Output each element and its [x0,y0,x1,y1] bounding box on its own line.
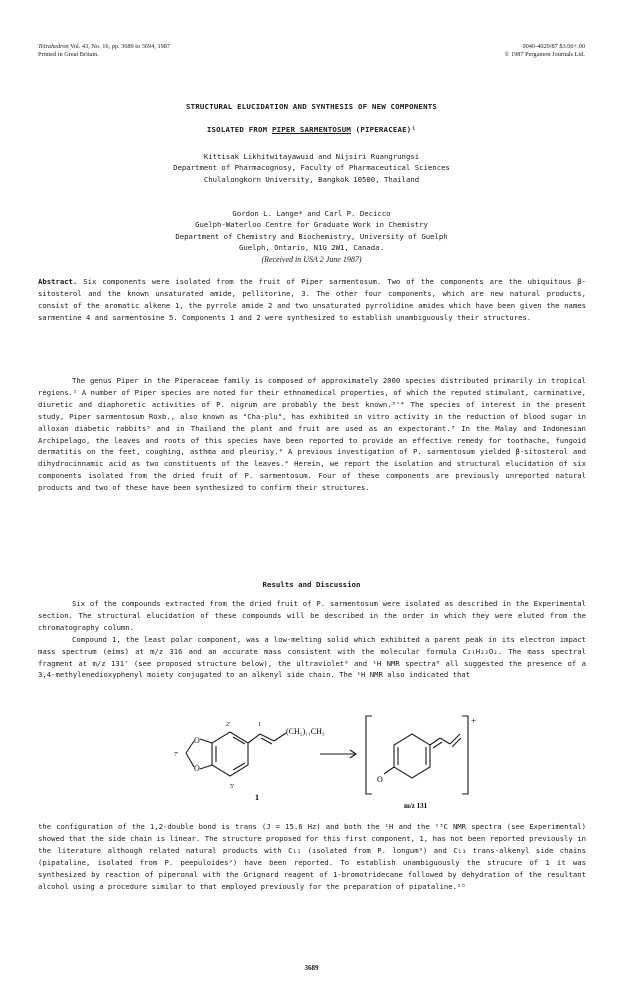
results-text-3: the configuration of the 1,2-double bond is trans (J = 15.6 Hz) and both the ¹H and the ¹³C NMR spectra (see Experimental) showed that the side chain is linear. The structure proposed for this first component, 1, has not been reported previously in the literature although related natural products with C₁₁ (isolated from P. longum⁹) and C₁₃ trans-alkenyl side chains (pipataline, isolated from P. peepuloides⁹) have been reported. To establish unambiguously the strucure of 1 it was synthesized by reaction of piperonal with the Grignard reagent of 1-bromotridecane followed by dehydration of the resultant alcohol using a procedure similar to that employed previously for the preparation of pipataline.¹⁰ [38,822,586,891]
oxygen-bottom-label: O [194,764,200,773]
abstract-label: Abstract. [38,277,78,286]
author-block-2 [0,208,623,265]
author-dept-1: Department of Pharmacognosy, Faculty of Pharmaceutical Sciences [173,163,450,173]
reaction-arrow [320,750,356,758]
structure-figure [150,712,480,817]
journal-name: Tetrahedron [38,43,69,50]
author-names-2: Gordon L. Lange* and Carl P. Decicco [232,209,391,218]
paper-title-line2 [0,125,623,134]
author-names-1: Kittisak Likhitwitayawuid and Nijsiri Ruangrungsi [203,152,420,161]
copyright-note: © 1987 Pergamon Journals Ltd. [504,51,585,58]
oxygen-top-label: O [194,736,200,745]
abstract-text: Six components were isolated from the fruit of Piper sarmentosum. Two of the components are the ubiquitous β-sitosterol and the known unsaturated amide, pellitorine, 3. The other four components, which are new natural products, consist of the aromatic alkene 1, the pyrrole amide 2 and two unsaturated pyrrolidine amides which have been given the names sarmentine 4 and sarmentosine 5. Components 1 and 2 were synthesized to establish unambiguously their structures. [38,277,586,322]
abstract [38,276,586,324]
printed-note: Printed in Great Britain. [38,51,99,58]
fragment-structure [384,734,461,778]
title-suffix: (PIPERACEAE)¹ [351,125,417,134]
results-paragraph-3 [38,821,586,892]
author-centre-2: Guelph-Waterloo Centre for Graduate Work in Chemistry [195,220,428,230]
results-paragraph-1 [38,598,586,681]
intro-paragraph [38,375,586,494]
results-text-1: Six of the compounds extracted from the dried fruit of P. sarmentosum were isolated as described in the Experimental section. The structural elucidation of these compounds will be described in the order in which they were eluted from the chromatography column. [38,599,586,632]
position-5-label: 5' [230,784,235,790]
position-7-label: 7' [174,752,179,758]
author-dept-2: Department of Chemistry and Biochemistry, University of Guelph [175,231,448,241]
alkyl-chain-label: (CH₂)₁₁CH₃ [286,727,325,736]
title-species: PIPER SARMENTOSUM [271,125,352,134]
intro-text: The genus Piper in the Piperaceae family is composed of approximately 2000 species distributed primarily in tropical regions.² A number of Piper species are noted for their ethnomedical properties, of which the reputed stimulant, carminative, diuretic and diaphoretic activities of P. nigrum are probably the best known.³'⁴ The species of interest in the present study, Piper sarmentosum Roxb., also known as "Cha-plu", has exhibited in vitro activity in the reduction of blood sugar in alloxan diabetic rabbits⁵ and in Thailand the plant and fruit are used as an expectorant.³ In the Malay and Indonesian Archipelago, the leaves and roots of this species have been reported to provide an effective remedy for toothache, fungoid dermatitis on the feet, coughing, asthma and pleurisy.⁶ A previous investigation of P. sarmentosum yielded β-sitosterol and dihydrocinnamic acid as two constituents of the leaves.⁴ Herein, we report the isolation and structural elucidation of six components isolated from the dried fruit of P. sarmentosum. Four of these components are previously unreported natural products and two of these have been synthesized to confirm their structures. [38,376,586,493]
fragment-mz-label: m/z 131 [404,802,428,810]
journal-header-left [38,43,170,59]
page-number: 3689 [304,964,319,972]
journal-citation: Vol. 43, No. 16, pp. 3689 to 3694, 1987 [68,43,171,50]
fragment-charge: + [471,716,477,726]
fragment-oxygen-label: O [377,775,383,784]
position-2-label: 2' [226,722,231,728]
issn-code: 0040-4020/87 $3.00+.00 [522,43,585,50]
journal-header-right [505,43,585,59]
paper-title-line1: STRUCTURAL ELUCIDATION AND SYNTHESIS OF NEW COMPONENTS [185,102,438,111]
results-text-2: Compound 1, the least polar component, was a low-melting solid which exhibited a parent peak in its electron impact mass spectrum (eims) at m/z 316 and an accurate mass consistent with the molecular formula C₂₁H₃₂O₂. The mass spectral fragment at m/z 131⁷ (see proposed structure below), the ultraviolet⁸ and ¹H NMR spectra⁸ all suggested the presence of a 3,4-methylenedioxyphenyl moiety conjugated to an alkenyl side chain. The ¹H NMR also indicated that [38,634,586,680]
author-loc-2: Guelph, Ontario, N1G 2W1, Canada. [239,243,384,253]
benzodioxole-ring [186,732,286,776]
title-prefix: ISOLATED FROM [206,125,272,134]
position-1-label: 1 [258,722,261,728]
author-block-1 [0,151,623,185]
results-heading: Results and Discussion [262,580,361,589]
author-univ-1: Chulalongkorn University, Bangkok 10500, Thailand [203,174,420,184]
received-date: (Received in USA 2 June 1987) [261,254,362,264]
compound-number: 1 [255,793,259,802]
